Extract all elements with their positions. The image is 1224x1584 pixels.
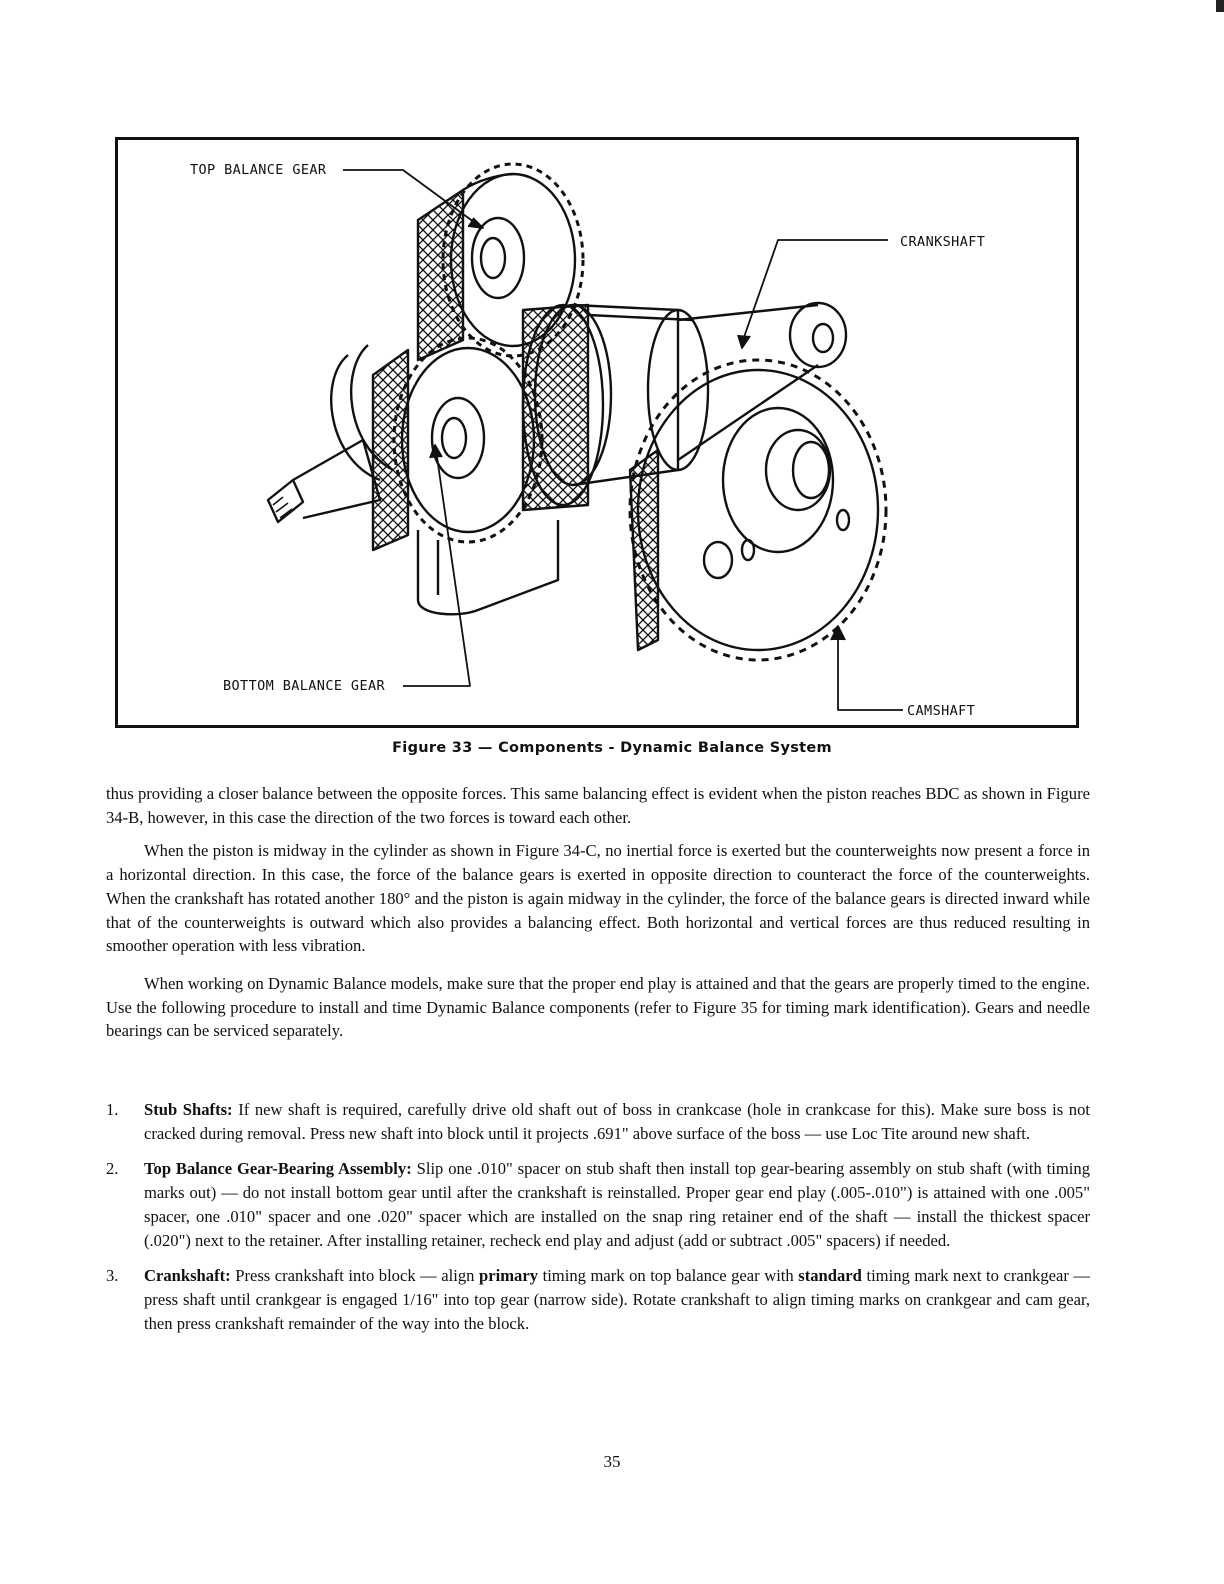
step-text: timing mark on top balance gear with — [542, 1266, 794, 1286]
list-number: 2. — [106, 1159, 119, 1179]
step-text: Press crankshaft into block — align — [235, 1266, 475, 1286]
step-text: Slip one .010" spacer on stub shaft then install top gear-bearing assembly on stub shaft (with timing marks out) — do not install bottom gear until after the crankshaft is reinstalled. Proper gear end play (.005-.010") is attained with one .005" spacer, one .010" spacer and one .020" spacer which are installed on the snap ring retainer end of the shaft — install the thickest spacer (.020") next to the retainer. After installing retainer, recheck end play and adjust (add or subtract .005" spacers) if needed. — [144, 1159, 1091, 1250]
step-emphasis: primary — [479, 1266, 539, 1286]
step-title: Crankshaft: — [144, 1266, 231, 1286]
list-number: 1. — [106, 1100, 119, 1119]
step-title: Stub Shafts: — [144, 1100, 233, 1119]
list-number: 3. — [106, 1266, 119, 1286]
step-emphasis: standard — [798, 1266, 862, 1286]
step-text: If new shaft is required, carefully drive old shaft out of boss in crankcase (hole in crankcase for this). Make sure boss is not cracked during removal. Press new shaft into block until it projects .691" above surface of the boss — use Loc Tite around new shaft. — [144, 1100, 1091, 1143]
label-camshaft: CAMSHAFT — [907, 703, 976, 719]
page-number: 35 — [603, 1452, 621, 1471]
dynamic-balance-illustration — [118, 140, 1076, 725]
figure-caption: Figure 33 — Components - Dynamic Balance System — [392, 740, 832, 756]
list-item-top-balance-gear — [106, 1157, 1090, 1252]
paragraph-1: thus providing a closer balance between the opposite forces. This same balancing effect is evident when the piston reaches BDC as shown in Figure 34-B, however, in this case the direction of the two forces is toward each other. — [106, 784, 1090, 827]
body-text — [106, 782, 1090, 1043]
paragraph-2: When the piston is midway in the cylinder as shown in Figure 34-C, no inertial force is exerted but the counterweights now present a force in a horizontal direction. In this case, the force of the balance gears is exerted in opposite direction to counteract the force of the counterweights. When the crankshaft has rotated another 180° and the piston is again midway in the cylinder, the force of the balance gears is directed inward while that of the counterweights is outward which also provides a balancing effect. Both horizontal and vertical forces are thus reduced resulting in smoother operation with less vibration. — [106, 841, 1090, 956]
bottom-balance-gear-shape — [373, 338, 542, 550]
paragraph-3: When working on Dynamic Balance models, make sure that the proper end play is attained and that the gears are properly timed to the engine. Use the following procedure to install and time Dynamic Balance components (refer to Figure 35 for timing mark identification). Gears and needle bearings can be serviced separately. — [106, 973, 1090, 1041]
step-text: timing mark next to crankgear — press shaft until crankgear is engaged 1/16" into top gear (narrow side). Rotate crankshaft to align timing marks on crankgear and cam gear, then press crankshaft remainder of the way into the block. — [144, 1266, 1091, 1333]
label-top-balance-gear: TOP BALANCE GEAR — [190, 162, 327, 178]
label-bottom-balance-gear: BOTTOM BALANCE GEAR — [223, 678, 386, 694]
step-title: Top Balance Gear-Bearing Assembly: — [144, 1159, 412, 1179]
crankshaft-threaded-end — [268, 440, 380, 522]
scan-corner-mark — [1216, 0, 1224, 12]
list-item-crankshaft — [106, 1264, 1090, 1335]
figure-33 — [115, 137, 1079, 728]
procedure-list — [106, 1098, 1090, 1335]
list-item-stub-shafts — [106, 1098, 1090, 1145]
label-crankshaft: CRANKSHAFT — [900, 234, 986, 250]
